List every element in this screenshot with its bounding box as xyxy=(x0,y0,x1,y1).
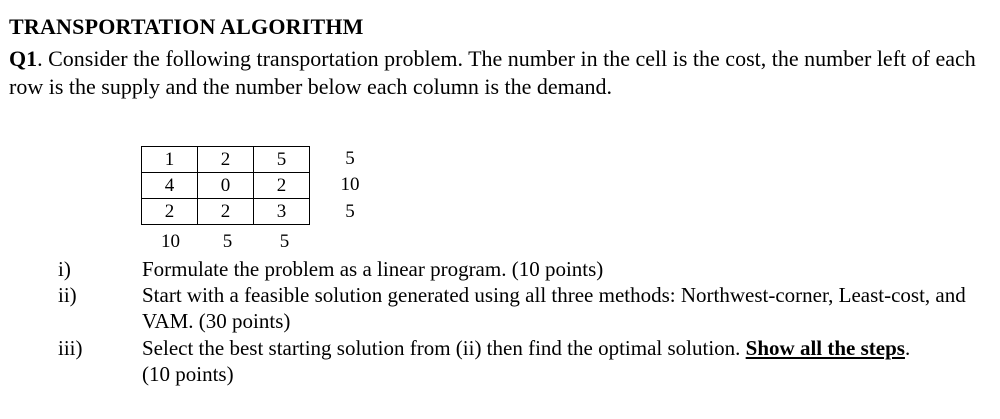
cost-table xyxy=(141,146,310,225)
item-text-iii-tail: . (10 points) xyxy=(142,336,911,386)
show-all-steps-emphasis: Show all the steps xyxy=(745,336,905,360)
item-marker-i: i) xyxy=(58,257,71,281)
item-marker-iii: iii) xyxy=(58,336,83,360)
item-text-i: Formulate the problem as a linear program. (10 points) xyxy=(142,257,604,281)
cost-cell: 1 xyxy=(142,147,198,173)
cost-row-1 xyxy=(142,147,310,173)
cost-cell: 5 xyxy=(254,147,310,173)
cost-cell: 2 xyxy=(198,199,254,225)
cost-cell: 2 xyxy=(198,147,254,173)
supply-value-row-2: 10 xyxy=(340,174,360,195)
document-heading: TRANSPORTATION ALGORITHM xyxy=(9,14,364,39)
supply-value-row-1: 5 xyxy=(345,148,355,169)
cost-cell: 3 xyxy=(254,199,310,225)
cost-cell: 4 xyxy=(142,173,198,199)
item-text-ii: Start with a feasible solution generated using all three methods: Northwest-corner, Least-cost, and VAM. (30 points) xyxy=(142,283,966,333)
question-text: . Consider the following transportation problem. The number in the cell is the cost, the number left of each row is the supply and the number below each column is the demand. xyxy=(9,46,976,99)
question-q1 xyxy=(9,45,984,101)
supply-value-row-3: 5 xyxy=(345,201,355,222)
cost-row-2 xyxy=(142,173,310,199)
item-text-iii xyxy=(142,335,932,387)
demand-value-col-3: 5 xyxy=(279,231,290,252)
demand-value-col-2: 5 xyxy=(222,231,233,252)
question-number: Q1 xyxy=(9,46,38,71)
cost-row-3 xyxy=(142,199,310,225)
cost-cell: 2 xyxy=(254,173,310,199)
demand-value-col-1: 10 xyxy=(161,231,180,252)
item-text-iii-lead: Select the best starting solution from (ii) then find the optimal solution. xyxy=(142,336,746,360)
cost-cell: 2 xyxy=(142,199,198,225)
item-marker-ii: ii) xyxy=(58,283,77,307)
cost-cell: 0 xyxy=(198,173,254,199)
